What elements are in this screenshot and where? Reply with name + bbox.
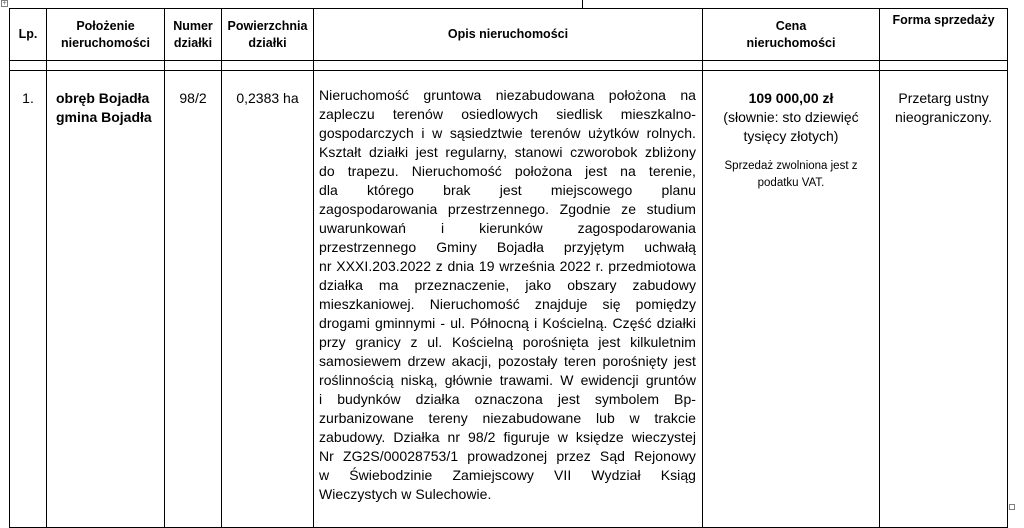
description-line: Wieczystych w Sulechowie. bbox=[319, 486, 492, 502]
description-line: przy granicy z ul. Kościelną porośnięta jest kilkuletnim bbox=[319, 334, 696, 350]
cell-location bbox=[47, 71, 165, 528]
description-line: roślinnością niską, głównie trawami. W ewidencji gruntów bbox=[319, 372, 696, 388]
description-line: w Świebodzinie Zamiejscowy VII Wydział Ksiąg bbox=[319, 467, 696, 483]
table-resize-handle[interactable] bbox=[1009, 504, 1015, 510]
description-line: Nr ZG2S/00028753/1 prowadzonej przez Sąd Rejonowy bbox=[319, 448, 696, 464]
header-sale-form-label: Forma sprzedaży bbox=[892, 13, 995, 27]
header-plot-area-line: działki bbox=[248, 35, 287, 50]
header-location-line: nieruchomości bbox=[61, 35, 150, 50]
header-plot-area bbox=[222, 9, 314, 61]
vat-note-line: podatku VAT. bbox=[757, 177, 825, 189]
description-line: i budynków działka oznaczona jest symbolem Bp- bbox=[319, 391, 696, 407]
property-sale-table bbox=[9, 8, 1008, 528]
vat-note-line: Sprzedaż zwolniona jest z bbox=[724, 160, 858, 172]
table-spacer-row bbox=[10, 61, 1008, 71]
header-location bbox=[47, 9, 165, 61]
description-line: drogami gminnymi - ul. Północną i Kościelną. Część działki bbox=[319, 315, 696, 331]
ruler-marker bbox=[582, 0, 583, 8]
header-price-line: Cena bbox=[775, 18, 807, 33]
header-description bbox=[314, 9, 703, 61]
cell-plot-number: 98/2 bbox=[165, 71, 222, 528]
sale-form-line: nieograniczony. bbox=[894, 109, 993, 125]
price-words-line: tysięcy złotych) bbox=[743, 128, 839, 144]
description-line: mieszkaniowej. Nieruchomość znajduje się pomiędzy bbox=[319, 296, 696, 312]
description-line: nr XXXI.203.2022 z dnia 19 września 2022 r. przedmiotowa bbox=[319, 258, 696, 274]
description-line: działka ma przeznaczenie, jako obszary zabudowy bbox=[319, 277, 696, 293]
header-plot-number-line: działki bbox=[173, 35, 213, 50]
header-description-label: Opis nieruchomości bbox=[447, 27, 569, 41]
description-line: zurbanizowane tereny niezabudowane lub w trakcie bbox=[319, 410, 696, 426]
description-line: Nieruchomość gruntowa niezabudowana położona na bbox=[319, 87, 696, 103]
description-line: Kształt działki jest regularny, stanowi czworobok zbliżony bbox=[319, 144, 696, 160]
price-value: 109 000,00 zł bbox=[748, 90, 834, 106]
description-line: do trapezu. Nieruchomość położona jest na terenie, bbox=[319, 163, 696, 179]
cell-plot-area: 0,2383 ha bbox=[222, 71, 314, 528]
description-line: przestrzennego Gminy Bojadła przyjętym uchwałą bbox=[319, 239, 696, 255]
header-plot-area-line: Powierzchnia bbox=[227, 18, 308, 33]
description-line: gospodarczych i w sąsiedztwie terenów użytków rolnych. bbox=[319, 125, 696, 141]
header-lp-label: Lp. bbox=[18, 27, 38, 41]
header-price bbox=[703, 9, 880, 61]
vat-note bbox=[703, 158, 879, 192]
description-line: samosiewem drzew akacji, pozostały teren porośnięty jest bbox=[319, 353, 696, 369]
cell-description bbox=[314, 71, 703, 528]
description-line: zabudowy. Działka nr 98/2 figuruje w księdze wieczystej bbox=[319, 429, 696, 445]
header-lp bbox=[10, 9, 47, 61]
location-line: obręb Bojadła bbox=[56, 90, 150, 106]
cell-price bbox=[703, 71, 880, 528]
table-row bbox=[10, 71, 1008, 528]
header-plot-number-line: Numer bbox=[173, 18, 213, 33]
description-line: zapleczu terenów osiedlowych siedlisk mieszkalno- bbox=[319, 106, 696, 122]
cell-sale-form bbox=[880, 71, 1008, 528]
header-sale-form bbox=[880, 9, 1008, 61]
header-location-line: Położenie bbox=[76, 18, 135, 33]
header-price-line: nieruchomości bbox=[746, 35, 836, 50]
table-move-handle-icon[interactable]: + bbox=[2, 0, 7, 7]
price-words-line: (słownie: sto dziewięć bbox=[723, 109, 859, 125]
header-plot-number bbox=[165, 9, 222, 61]
table-header-row bbox=[10, 9, 1008, 61]
description-line: zagospodarowania przestrzennego. Zgodnie ze studium bbox=[319, 201, 696, 217]
sale-form-line: Przetarg ustny bbox=[898, 90, 989, 106]
cell-lp: 1. bbox=[10, 71, 47, 528]
description-line: dla którego brak jest miejscowego planu bbox=[319, 182, 696, 198]
location-line: gmina Bojadła bbox=[56, 109, 152, 125]
description-line: uwarunkowań i kierunków zagospodarowania bbox=[319, 220, 696, 236]
